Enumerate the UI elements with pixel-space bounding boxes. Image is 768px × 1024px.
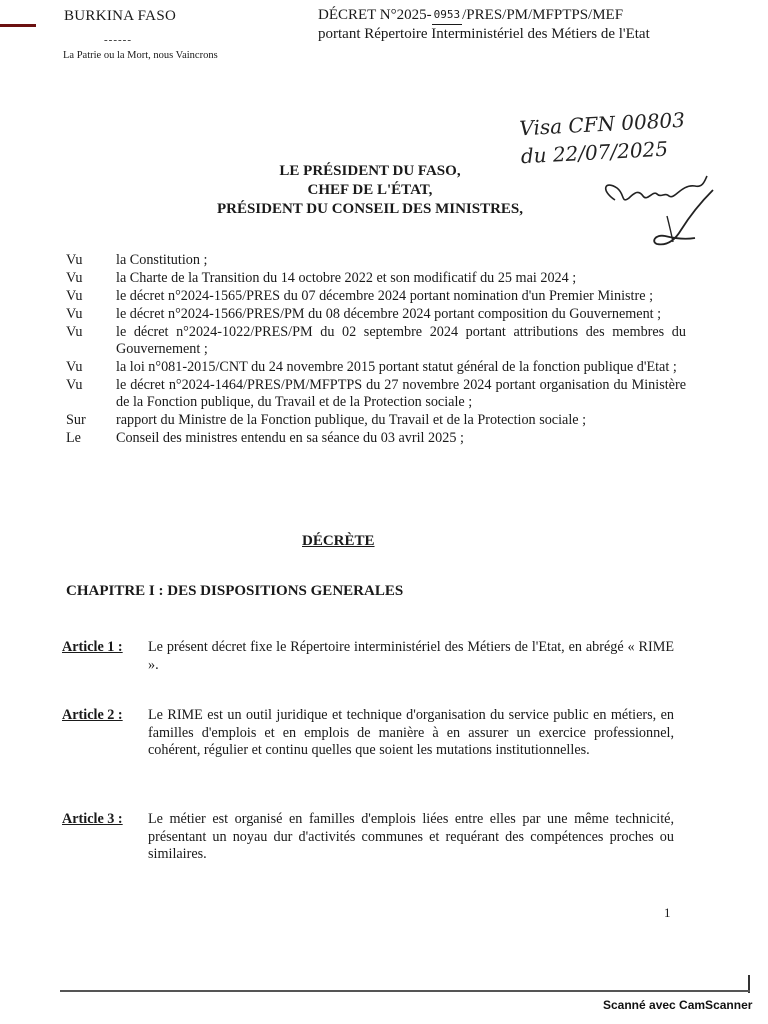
country-name: BURKINA FASO — [64, 8, 177, 24]
visa-item-text: la Charte de la Transition du 14 octobre 2022 et son modificatif du 25 mai 2024 ; — [116, 270, 577, 286]
visa-item — [66, 377, 686, 411]
visa-item-word: Vu — [66, 359, 83, 375]
decree-subject: portant Répertoire Interministériel des Métiers de l'Etat — [318, 26, 650, 42]
visa-item — [66, 270, 686, 287]
decrete-heading: DÉCRÈTE — [302, 533, 375, 549]
decree-title — [318, 5, 718, 44]
visa-item-text: la loi n°081-2015/CNT du 24 novembre 2015 portant statut général de la fonction publique d'Etat ; — [116, 359, 677, 375]
scanner-watermark: Scanné avec CamScanner — [603, 998, 753, 1012]
chapter-heading: CHAPITRE I : DES DISPOSITIONS GENERALES — [66, 583, 404, 599]
visa-line-1: Visa CFN 00803 — [518, 107, 686, 141]
president-block — [200, 162, 540, 219]
decree-prefix: DÉCRET N°2025- — [318, 7, 432, 23]
visa-item-text: la Constitution ; — [116, 252, 208, 268]
handwritten-visa — [519, 106, 687, 171]
article-1 — [62, 639, 674, 674]
visa-item-word: Vu — [66, 252, 83, 268]
visa-item — [66, 359, 686, 376]
article-label: Article 3 : — [62, 811, 123, 827]
country-separator: ------ — [104, 34, 132, 46]
visa-item-text: le décret n°2024-1565/PRES du 07 décembre 2024 portant nomination d'un Premier Ministre ; — [116, 288, 654, 304]
visa-item-word: Vu — [66, 324, 83, 340]
visa-item-text: rapport du Ministre de la Fonction publique, du Travail et de la Protection sociale ; — [116, 412, 587, 428]
visa-item-text: Conseil des ministres entendu en sa séance du 03 avril 2025 ; — [116, 430, 464, 446]
scan-bottom-edge — [60, 990, 750, 992]
article-text: Le RIME est un outil juridique et technique d'organisation du service public en métiers, en familles d'emplois et en emplois de manière à en assurer un exercice professionnel, cohérent, régulier et continu quelles que soient les mutations institutionnelles. — [148, 707, 674, 758]
national-motto: La Patrie ou la Mort, nous Vaincrons — [63, 50, 218, 61]
visa-item-word: Vu — [66, 288, 83, 304]
visa-item — [66, 430, 686, 447]
visa-item-text: le décret n°2024-1022/PRES/PM du 02 septembre 2024 portant attributions des membres du Gouvernement ; — [116, 324, 686, 357]
article-label: Article 1 : — [62, 639, 123, 655]
president-line-3: PRÉSIDENT DU CONSEIL DES MINISTRES, — [216, 201, 524, 217]
decree-suffix: /PRES/PM/MFPTPS/MEF — [462, 7, 624, 23]
visa-item-word: Vu — [66, 270, 83, 286]
visa-item-text: le décret n°2024-1566/PRES/PM du 08 décembre 2024 portant composition du Gouvernement ; — [116, 306, 662, 322]
article-2 — [62, 707, 674, 760]
article-label: Article 2 : — [62, 707, 123, 723]
visa-item-word: Sur — [66, 412, 86, 428]
visa-item — [66, 288, 686, 305]
article-text: Le métier est organisé en familles d'emplois liées entre elles par une même technicité, présentant un noyau dur d'activités communes et requérant des compétences proches ou similaires. — [148, 811, 674, 862]
visa-item-word: Le — [66, 430, 81, 446]
article-text: Le présent décret fixe le Répertoire interministériel des Métiers de l'Etat, en abrégé « RIME ». — [148, 639, 674, 673]
visa-list — [66, 252, 686, 448]
president-line-1: LE PRÉSIDENT DU FASO, — [279, 163, 461, 179]
visa-item — [66, 252, 686, 269]
signature-icon — [595, 170, 715, 250]
scan-edge-mark — [0, 24, 36, 27]
visa-item — [66, 412, 686, 429]
visa-item-text: le décret n°2024-1464/PRES/PM/MFPTPS du 27 novembre 2024 portant organisation du Ministère de la Fonction publique, du Travail et de la Protection sociale ; — [116, 377, 686, 410]
visa-item-word: Vu — [66, 377, 83, 393]
article-3 — [62, 811, 674, 864]
page-number: 1 — [664, 905, 671, 920]
visa-item-word: Vu — [66, 306, 83, 322]
decree-number: 0953 — [432, 5, 463, 25]
visa-item — [66, 324, 686, 358]
visa-line-2: du 22/07/2025 — [520, 136, 669, 169]
president-line-2: CHEF DE L'ÉTAT, — [307, 182, 433, 198]
visa-item — [66, 306, 686, 323]
